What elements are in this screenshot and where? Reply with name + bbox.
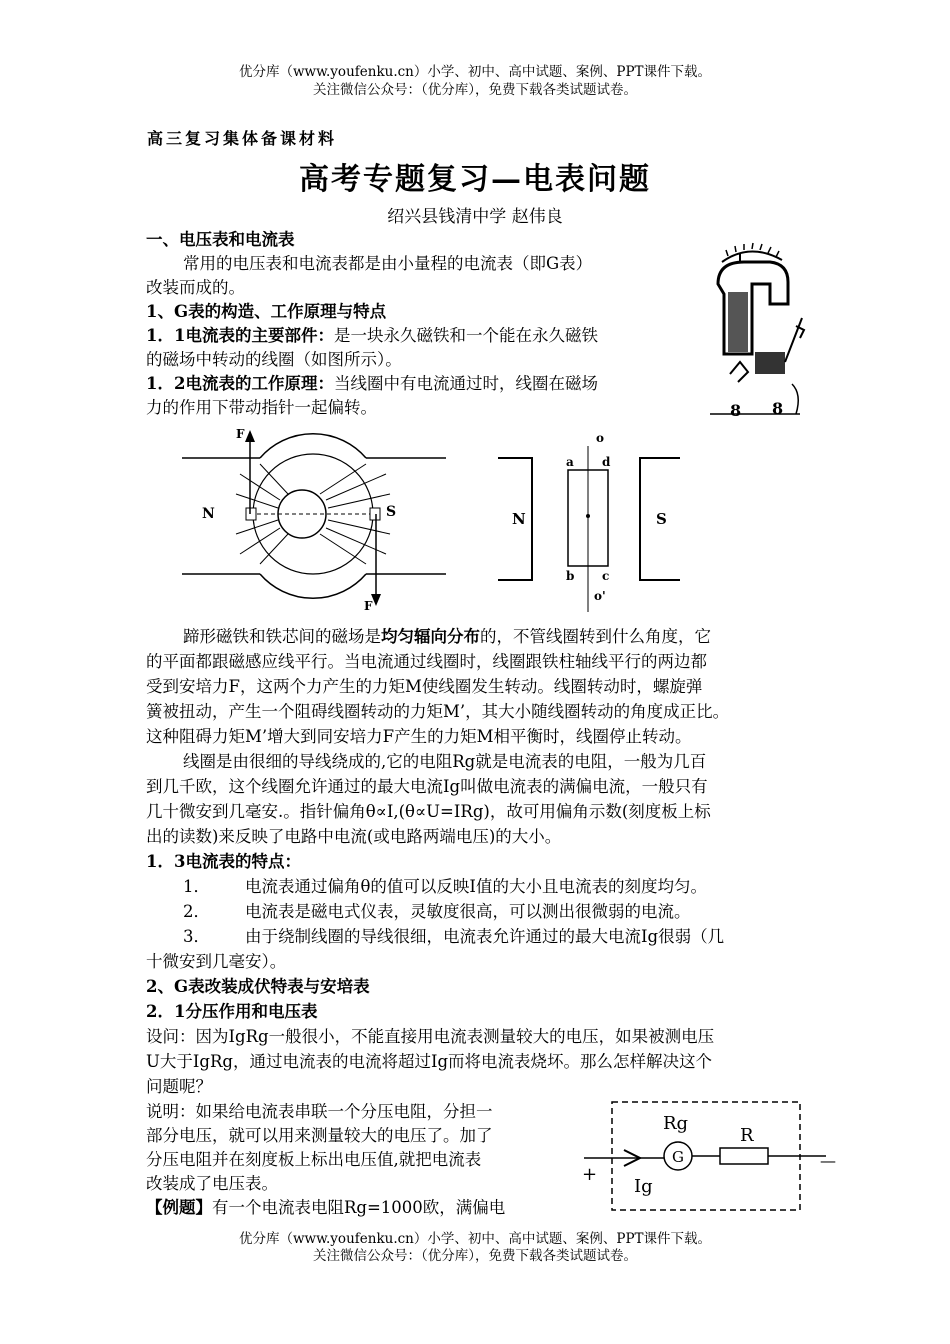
explain-line4: 改装成了电压表。 [146,1174,278,1193]
doc-title: 高考专题复习—电表问题 [299,162,651,197]
magnet-s-label: S [386,504,397,520]
magnet-f-bottom: F [364,599,373,613]
para-field-bold: 均匀辐向分布 [381,627,480,646]
question-line2: U大于IgRg，通过电流表的电流将超过Ig而将电流表烧坏。那么怎样解决这个 [146,1052,713,1071]
section2-1-heading: 2．1分压作用和电压表 [146,1002,318,1021]
page-footer-line1: 优分库（www.youfenku.cn）小学、初中、高中试题、案例、PPT课件下载。 [238,1231,712,1247]
feature3-num: 3． [183,927,210,946]
p11-label: 1．1电流表的主要部件： [146,326,334,345]
magnet-n-label: N [202,506,215,522]
para-field-pre: 蹄形磁铁和铁芯间的磁场是 [183,627,381,646]
para-field-post: 的，不管线圈转到什么角度，它 [480,627,711,646]
circuit-minus: — [820,1151,836,1170]
example-text: 有一个电流表电阻Rg=1000欧，满偏电 [212,1198,506,1217]
feature1-num: 1． [183,877,210,896]
explain-line2: 部分电压，就可以用来测量较大的电压了。加了 [146,1126,493,1145]
feature2-num: 2． [183,902,210,921]
coil-position-diagram [496,428,690,614]
feature3-text-cont: 十微安到几毫安）。 [146,952,287,971]
magnet-field-diagram [180,424,450,620]
section1-1-heading: 1、G表的构造、工作原理与特点 [146,302,387,321]
page-header-line2: 关注微信公众号：（优分库），免费下载各类试题试卷。 [313,82,637,98]
p12-line1 [146,371,598,396]
p11-line2: 的磁场中转动的线圈（如图所示）。 [146,350,402,369]
page-header-line1: 优分库（www.youfenku.cn）小学、初中、高中试题、案例、PPT课件下载。 [238,64,712,80]
circuit-plus: + [582,1164,598,1185]
question-line3: 问题呢？ [146,1077,212,1096]
voltmeter-circuit-diagram [578,1096,840,1218]
question-line1: 设问：因为IgRg一般很小，不能直接用电流表测量较大的电压，如果被测电压 [146,1027,715,1046]
doc-author: 绍兴县钱清中学 赵伟良 [387,207,563,227]
p12-text: 当线圈中有电流通过时，线圈在磁场 [333,374,598,393]
feature2-text: 电流表是磁电式仪表，灵敏度很高，可以测出很微弱的电流。 [245,902,691,921]
para-field-line5: 这种阻碍力矩M’增大到同安培力F产生的力矩M相平衡时，线圈停止转动。 [146,727,692,746]
page-footer-line2: 关注微信公众号：（优分库），免费下载各类试题试卷。 [313,1248,637,1264]
para-field-line3: 受到安培力F，这两个力产生的力矩M使线圈发生转动。线圈转动时，螺旋弹 [146,677,703,696]
coil-b-label: b [566,569,575,583]
p12-label: 1．2电流表的工作原理： [146,374,334,393]
para-field-line4: 簧被扭动，产生一个阻碍线圈转动的力矩M’，其大小随线圈转动的角度成正比。 [146,702,730,721]
para-coil-line1: 线圈是由很细的导线绕成的,它的电阻Rg就是电流表的电阻，一般为几百 [183,752,707,771]
para-coil-line4: 出的读数)来反映了电路中电流(或电路两端电压)的大小。 [146,827,562,846]
svg-text:8: 8 [772,399,784,418]
p12-line2: 力的作用下带动指针一起偏转。 [146,398,377,417]
coil-o-label: o [596,431,605,445]
doc-category: 高三复习集体备课材料 [147,129,338,148]
circuit-r-label: R [740,1125,754,1146]
section1-heading: 一、电压表和电流表 [146,230,295,249]
circuit-rg-label: Rg [663,1113,689,1134]
coil-n-label: N [512,510,526,528]
para-field-line2: 的平面都跟磁感应线平行。当电流通过线圈时，线圈跟铁柱轴线平行的两边都 [146,652,707,671]
para-coil-line3: 几十微安到几毫安.。指针偏角θ∝I,(θ∝U=IRg)，故可用偏角示数(刻度板上标 [146,802,711,821]
p11-line1 [146,323,598,348]
example-line [146,1195,505,1220]
example-label: 【例题】 [146,1198,212,1217]
circuit-g-label: G [672,1148,684,1166]
magnet-f-top: F [236,427,245,441]
coil-a-label: a [566,455,574,469]
s1-intro-line1: 常用的电压表和电流表都是由小量程的电流表（即G表） [183,254,593,273]
p13-heading: 1．3电流表的特点： [146,852,301,871]
para-coil-line2: 到几千欧，这个线圈允许通过的最大电流Ig叫做电流表的满偏电流，一般只有 [146,777,708,796]
para-field-line1 [183,624,711,649]
coil-c-label: c [602,569,610,583]
galvanometer-sketch [700,234,810,424]
feature3-text: 由于绕制线圈的导线很细，电流表允许通过的最大电流Ig很弱（几 [245,927,725,946]
circuit-ig-label: Ig [634,1176,653,1197]
feature1-text: 电流表通过偏角θ的值可以反映I值的大小且电流表的刻度均匀。 [245,877,707,896]
coil-o2-label: o' [594,589,606,603]
p11-text: 是一块永久磁铁和一个能在永久磁铁 [333,326,598,345]
section2-heading: 2、G表改装成伏特表与安培表 [146,977,370,996]
coil-s-label: S [656,510,667,528]
s1-intro-line2: 改装而成的。 [146,278,245,297]
svg-text:8: 8 [730,401,742,420]
coil-d-label: d [602,455,611,469]
explain-line1: 说明：如果给电流表串联一个分压电阻，分担一 [146,1102,493,1121]
explain-line3: 分压电阻并在刻度板上标出电压值,就把电流表 [146,1150,482,1169]
